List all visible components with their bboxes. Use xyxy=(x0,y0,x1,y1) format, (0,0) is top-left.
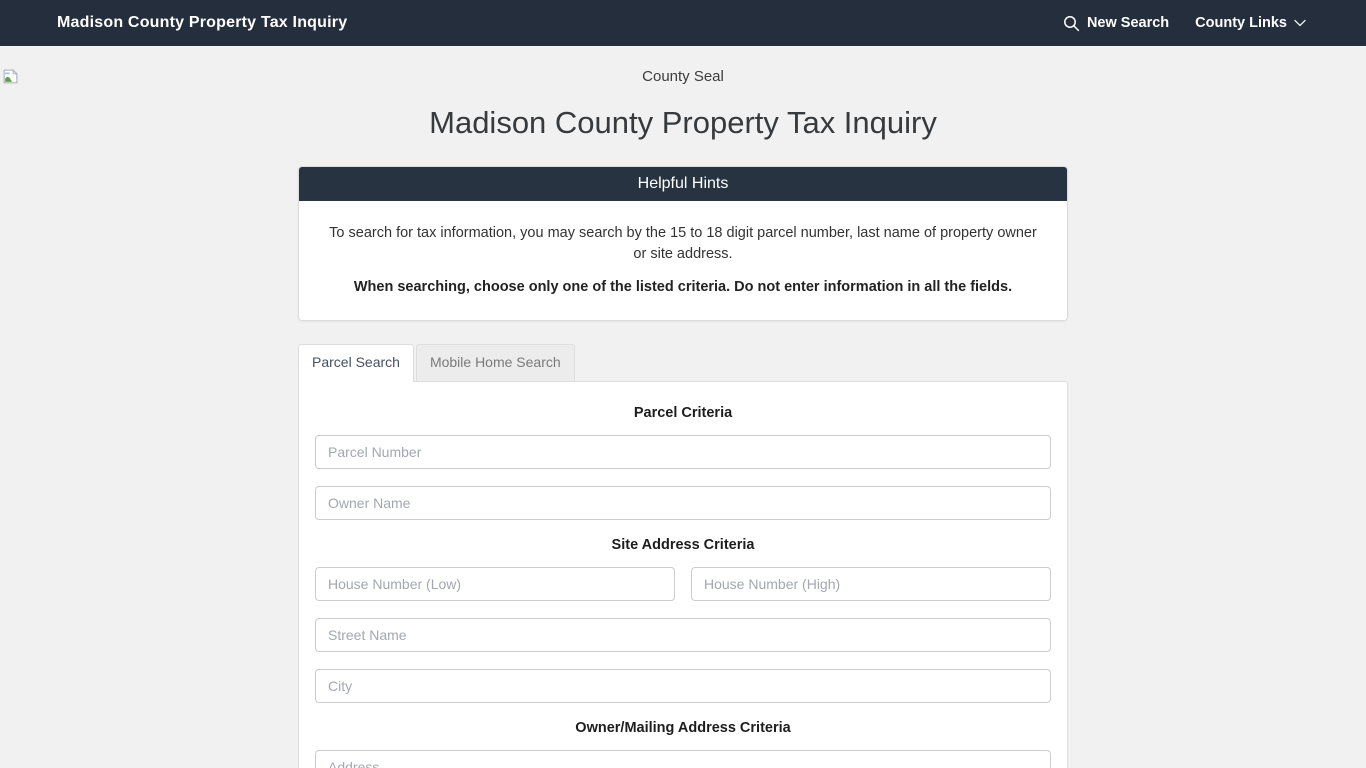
helpful-hints-body xyxy=(299,201,1067,320)
county-seal-row xyxy=(0,68,1366,86)
navbar-links xyxy=(1063,15,1306,32)
mailing-address-input[interactable] xyxy=(315,750,1051,768)
navbar-brand[interactable]: Madison County Property Tax Inquiry xyxy=(57,14,348,31)
tab-parcel-search[interactable]: Parcel Search xyxy=(298,344,414,382)
search-icon xyxy=(1063,15,1080,32)
county-links-label: County Links xyxy=(1195,15,1287,31)
tab-mobile-home-search[interactable]: Mobile Home Search xyxy=(416,344,575,381)
broken-image-icon xyxy=(2,68,19,85)
helpful-hints-panel xyxy=(298,166,1068,321)
new-search-link[interactable] xyxy=(1063,15,1169,32)
new-search-label: New Search xyxy=(1086,15,1170,31)
owner-name-input[interactable] xyxy=(315,486,1051,520)
page-title: Madison County Property Tax Inquiry xyxy=(429,105,937,140)
street-name-input[interactable] xyxy=(315,618,1051,652)
county-links-dropdown[interactable] xyxy=(1195,15,1306,31)
house-number-low-input[interactable] xyxy=(315,567,675,601)
helpful-hints-header: Helpful Hints xyxy=(299,167,1067,201)
county-seal-alt-text: County Seal xyxy=(642,68,724,85)
house-number-high-input[interactable] xyxy=(691,567,1051,601)
site-address-criteria-heading: Site Address Criteria xyxy=(611,537,755,553)
chevron-down-icon xyxy=(1294,19,1306,27)
hints-instruction-text: To search for tax information, you may search by the 15 to 18 digit parcel number, last name of property owner or site address. xyxy=(329,225,1037,262)
hints-warning-text: When searching, choose only one of the listed criteria. Do not enter information in all the fields. xyxy=(353,279,1013,295)
parcel-number-input[interactable] xyxy=(315,435,1051,469)
parcel-criteria-heading: Parcel Criteria xyxy=(633,405,733,421)
house-number-row xyxy=(315,567,1051,618)
mailing-address-criteria-heading: Owner/Mailing Address Criteria xyxy=(575,720,791,736)
city-input[interactable] xyxy=(315,669,1051,703)
parcel-search-panel xyxy=(298,381,1068,768)
search-tabs xyxy=(298,344,1068,381)
top-navbar xyxy=(0,0,1366,46)
